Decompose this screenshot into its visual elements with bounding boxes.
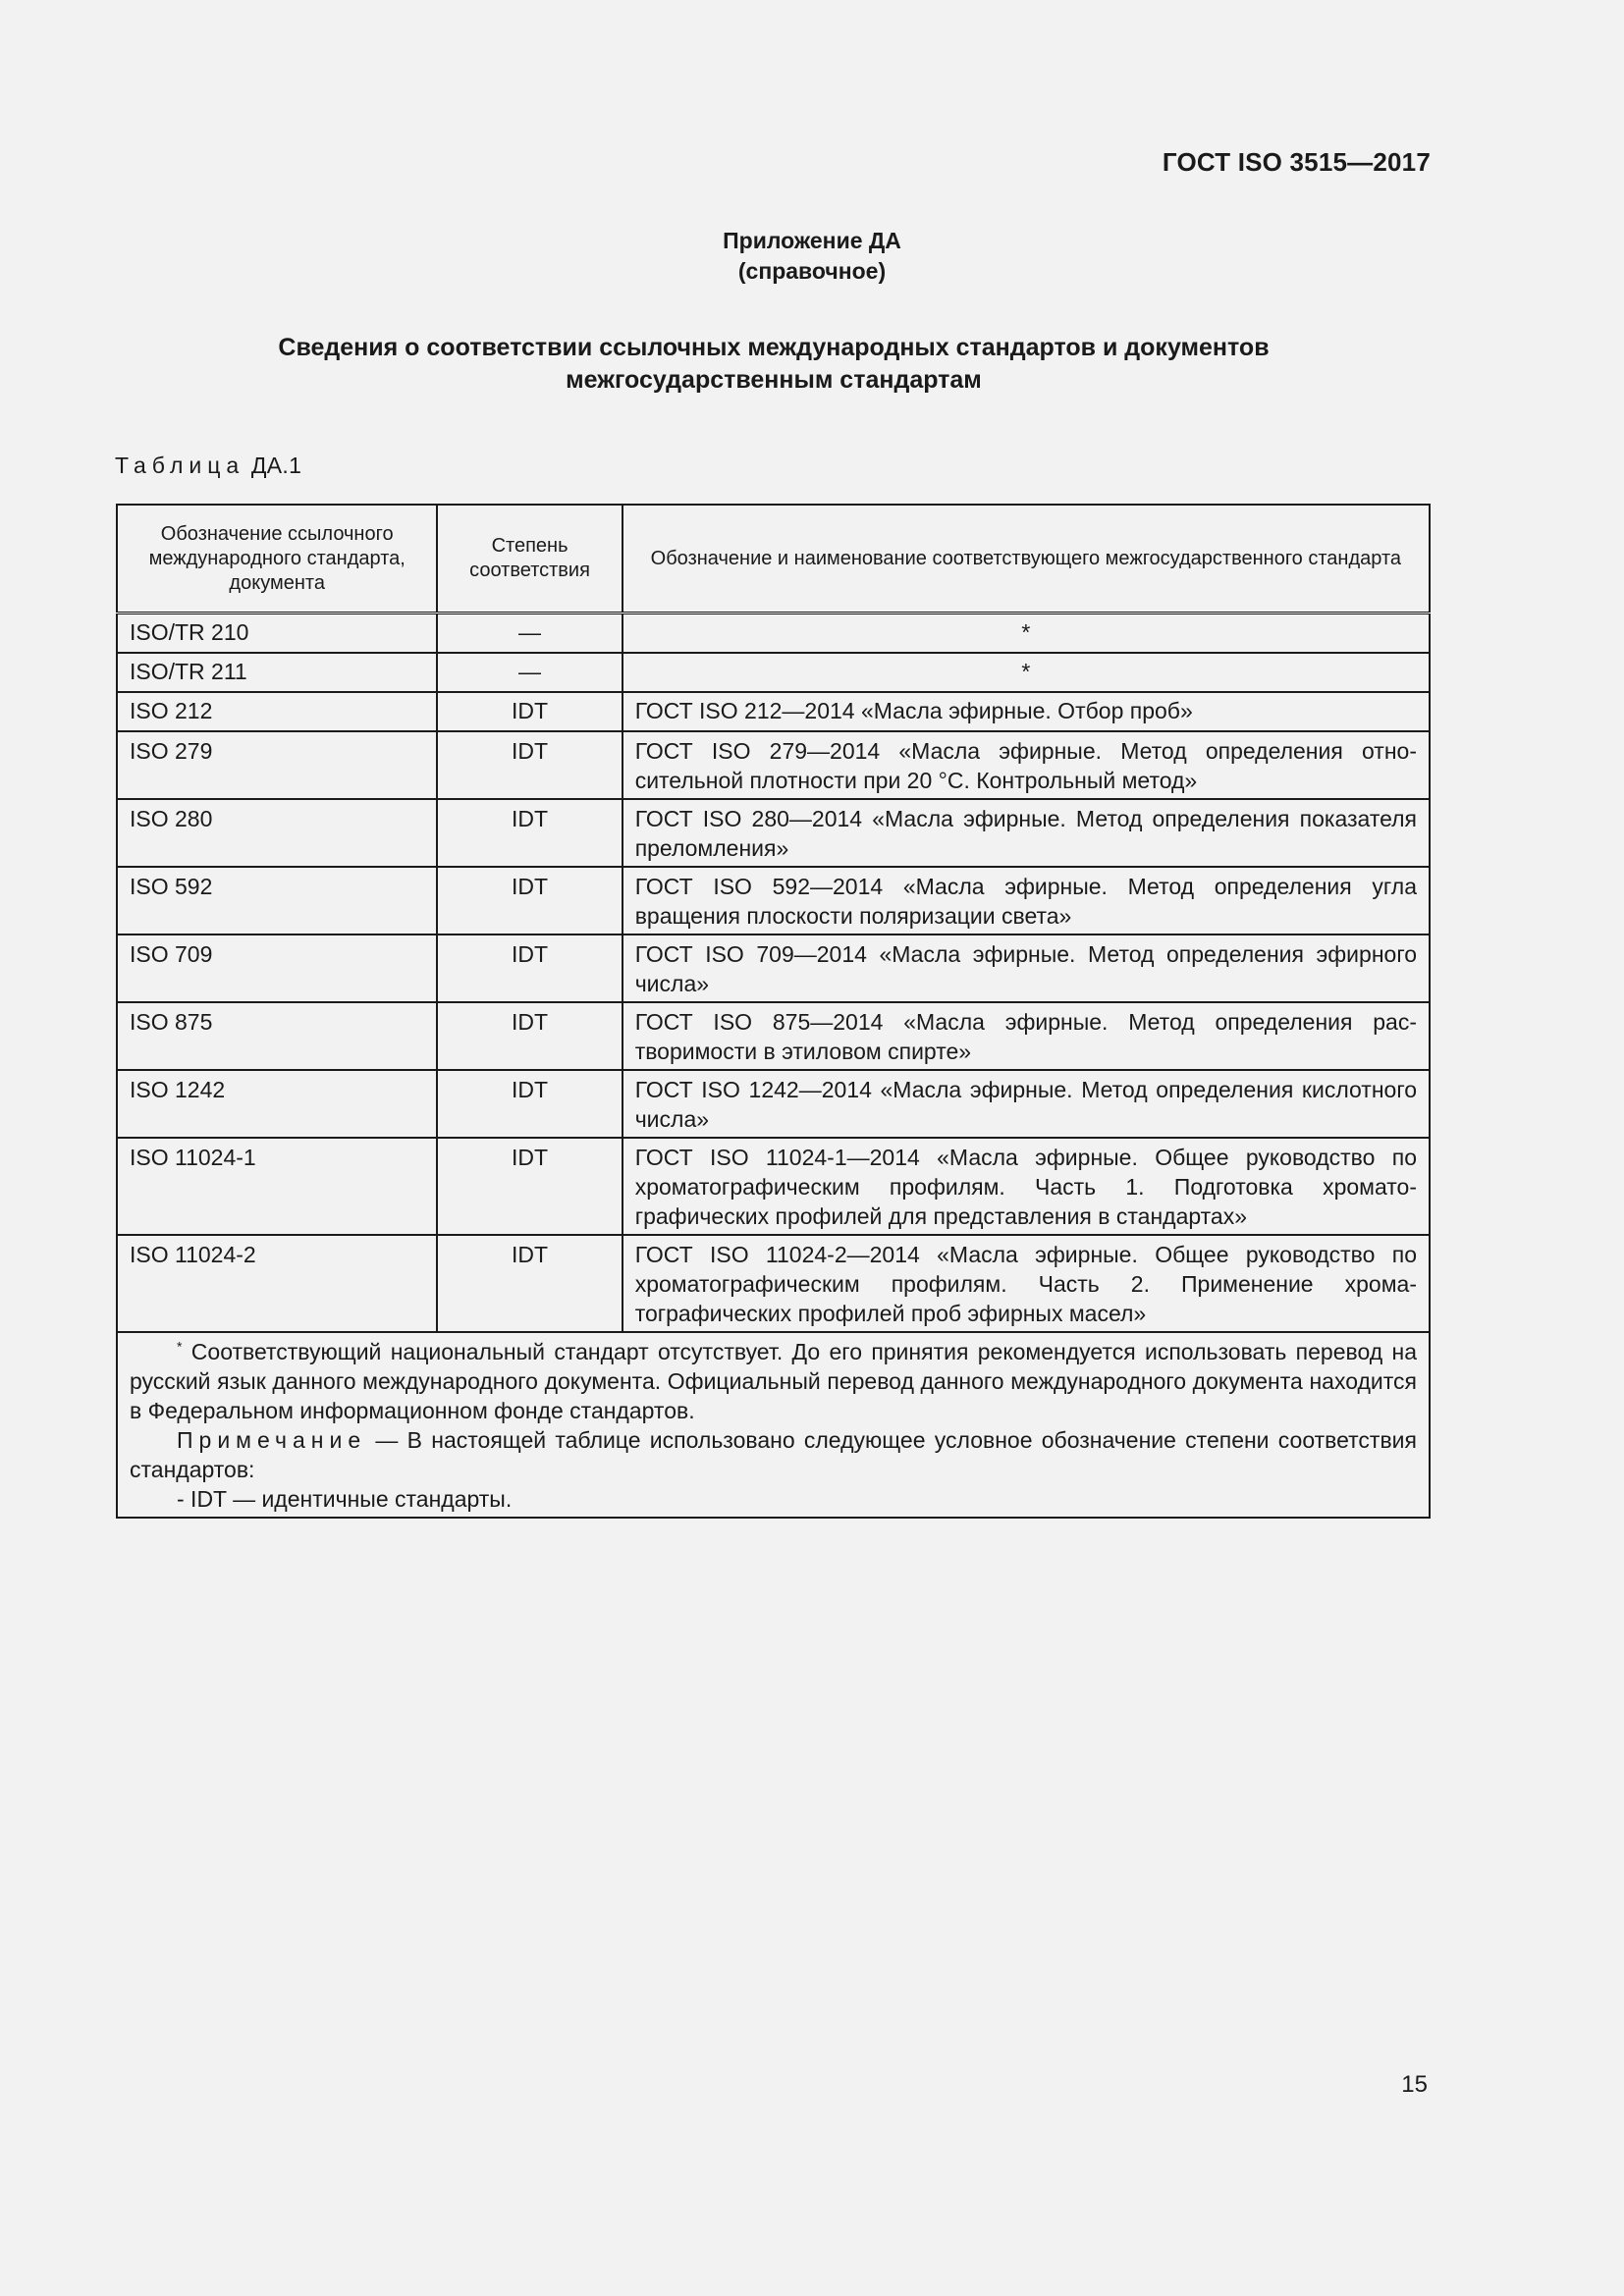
cell-reference: ISO 709 xyxy=(117,934,437,1002)
header-degree: Степень соответствия xyxy=(437,505,622,614)
footnote-text: Соответствующий национальный стандарт отсутствует. До его принятия рекомендуется использовать перевод на русский язык данного международного документа. Официальный перевод данного международного документа находится в Федеральном информационном фонде стандартов. xyxy=(130,1339,1417,1423)
cell-gost: * xyxy=(623,614,1430,654)
annex-heading xyxy=(0,226,1624,287)
section-title-line1: Сведения о соответствии ссылочных международных стандартов и документов xyxy=(278,334,1270,361)
note-item: - IDT — идентичные стандарты. xyxy=(177,1486,513,1512)
section-title xyxy=(0,332,1547,397)
table-caption xyxy=(115,453,301,479)
cell-reference: ISO/TR 211 xyxy=(117,653,437,692)
cell-degree: IDT xyxy=(437,731,622,799)
table-row xyxy=(117,1070,1430,1138)
table-caption-number: ДА.1 xyxy=(250,453,302,478)
cell-gost: ГОСТ ISO 212—2014 «Масла эфирные. Отбор проб» xyxy=(623,692,1430,731)
section-title-line2: межгосударственным стандартам xyxy=(566,366,982,394)
table-footnote-row xyxy=(117,1332,1430,1518)
cell-gost: ГОСТ ISO 592—2014 «Масла эфирные. Метод определения угла вращения плоскости поляризации света» xyxy=(623,867,1430,934)
table-row xyxy=(117,1235,1430,1332)
note-label: Примечание xyxy=(177,1427,367,1453)
annex-title: Приложение ДА xyxy=(723,228,901,253)
header-reference: Обозначение ссылочного международного стандарта, документа xyxy=(117,505,437,614)
cell-gost: ГОСТ ISO 11024-2—2014 «Масла эфирные. Общее руководство по хроматографическим профилям. Часть 2. Применение хроматографических профилей проб эфирных масел» xyxy=(623,1235,1430,1332)
header-gost: Обозначение и наименование соответствующего межгосударственного стандарта xyxy=(623,505,1430,614)
table-row xyxy=(117,692,1430,731)
cell-degree: — xyxy=(437,653,622,692)
table-row xyxy=(117,614,1430,654)
cell-degree: IDT xyxy=(437,1002,622,1070)
cell-degree: IDT xyxy=(437,1138,622,1235)
document-code: ГОСТ ISO 3515—2017 xyxy=(1162,147,1431,177)
cell-reference: ISO 11024-1 xyxy=(117,1138,437,1235)
page-number: 15 xyxy=(1401,2071,1428,2098)
cell-gost: ГОСТ ISO 1242—2014 «Масла эфирные. Метод определения кислотного числа» xyxy=(623,1070,1430,1138)
cell-reference: ISO 279 xyxy=(117,731,437,799)
cell-degree: IDT xyxy=(437,799,622,867)
table-header-row xyxy=(117,505,1430,614)
table-row xyxy=(117,731,1430,799)
cell-gost: ГОСТ ISO 875—2014 «Масла эфирные. Метод определения растворимости в этиловом спирте» xyxy=(623,1002,1430,1070)
cell-degree: IDT xyxy=(437,934,622,1002)
footnote-paragraph xyxy=(130,1337,1417,1425)
note-paragraph xyxy=(130,1425,1417,1484)
correspondence-table xyxy=(116,504,1431,1519)
cell-degree: — xyxy=(437,614,622,654)
table-row xyxy=(117,934,1430,1002)
table-row xyxy=(117,799,1430,867)
cell-gost: ГОСТ ISO 709—2014 «Масла эфирные. Метод определения эфирного числа» xyxy=(623,934,1430,1002)
table-row xyxy=(117,1138,1430,1235)
cell-reference: ISO 592 xyxy=(117,867,437,934)
table-row xyxy=(117,1002,1430,1070)
cell-gost: * xyxy=(623,653,1430,692)
cell-degree: IDT xyxy=(437,1235,622,1332)
note-text: — В настоящей таблице использовано следующее условное обозначение степени соответствия стандартов: xyxy=(130,1427,1417,1482)
table-row xyxy=(117,653,1430,692)
table-caption-word: Таблица xyxy=(115,453,245,478)
cell-reference: ISO 280 xyxy=(117,799,437,867)
cell-degree: IDT xyxy=(437,692,622,731)
cell-reference: ISO 11024-2 xyxy=(117,1235,437,1332)
annex-subtitle: (справочное) xyxy=(737,258,887,284)
cell-gost: ГОСТ ISO 279—2014 «Масла эфирные. Метод определения относительной плотности при 20 °С. Контрольный метод» xyxy=(623,731,1430,799)
cell-reference: ISO/TR 210 xyxy=(117,614,437,654)
cell-reference: ISO 875 xyxy=(117,1002,437,1070)
cell-reference: ISO 1242 xyxy=(117,1070,437,1138)
cell-degree: IDT xyxy=(437,1070,622,1138)
table-footnote xyxy=(117,1332,1430,1518)
cell-reference: ISO 212 xyxy=(117,692,437,731)
footnote-mark: * xyxy=(177,1338,183,1355)
cell-gost: ГОСТ ISO 11024-1—2014 «Масла эфирные. Общее руководство по хроматографическим профилям. Часть 1. Подготовка хроматографических профилей для представления в стандартах» xyxy=(623,1138,1430,1235)
table-row xyxy=(117,867,1430,934)
cell-gost: ГОСТ ISO 280—2014 «Масла эфирные. Метод определения показателя преломления» xyxy=(623,799,1430,867)
cell-degree: IDT xyxy=(437,867,622,934)
